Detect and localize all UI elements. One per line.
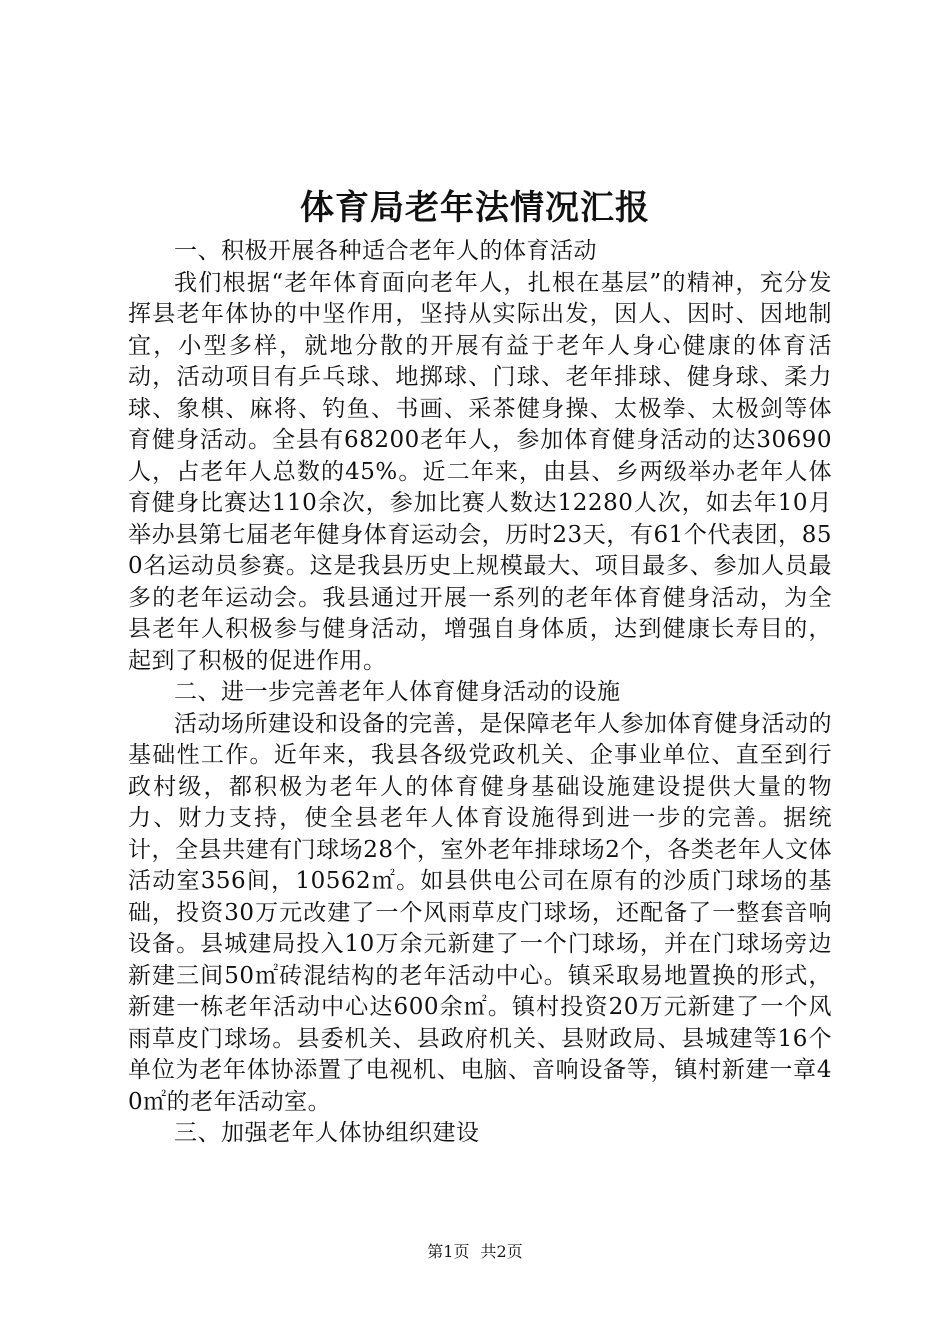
section-heading-2: 二、进一步完善老年人体育健身活动的设施 xyxy=(174,679,621,705)
section-heading-1: 一、积极开展各种适合老年人的体育活动 xyxy=(174,238,597,264)
document-title: 体育局老年法情况汇报 xyxy=(300,188,650,228)
page-footer xyxy=(0,1242,950,1262)
page-number-current: 第1页 xyxy=(427,1242,470,1261)
page-number-total: 共2页 xyxy=(480,1242,523,1261)
section-paragraph-2: 活动场所建设和设备的完善，是保障老年人参加体育健身活动的基础性工作。近年来，我县各级党政机关、企事业单位、直至到行政村级，都积极为老年人的体育健身基础设施建设提供大量的物力、财力支持，使全县老年人体育设施得到进一步的完善。据统计，全县共建有门球场28个，室外老年排球场2个，各类老年人文体活动室356间，10562㎡。如县供电公司在原有的沙质门球场的基础，投资30万元改建了一个风雨草皮门球场，还配备了一整套音响设备。县城建局投入10万余元新建了一个门球场，并在门球场旁边新建三间50㎡砖混结构的老年活动中心。镇采取易地置换的形式，新建一栋老年活动中心达600余㎡。镇村投资20万元新建了一个风雨草皮门球场。县委机关、县政府机关、县财政局、县城建等16个单位为老年体协添置了电视机、电脑、音响设备等，镇村新建一章40㎡的老年活动室。 xyxy=(128,710,832,1115)
document-body xyxy=(128,236,832,1150)
section-heading-3: 三、加强老年人体协组织建设 xyxy=(174,1120,480,1146)
section-paragraph-1: 我们根据“老年体育面向老年人，扎根在基层”的精神，充分发挥县老年体协的中坚作用，坚持从实际出发，因人、因时、因地制宜，小型多样，就地分散的开展有益于老年人身心健康的体育活动，活动项目有乒乓球、地掷球、门球、老年排球、健身球、柔力球、象棋、麻将、钓鱼、书画、采茶健身操、太极拳、太极剑等体育健身活动。全县有68200老年人，参加体育健身活动的达30690人，占老年人总数的45%。近二年来，由县、乡两级举办老年人体育健身比赛达110余次，参加比赛人数达12280人次，如去年10月举办县第七届老年健身体育运动会，历时23天，有61个代表团，850名运动员参赛。这是我县历史上规模最大、项目最多、参加人员最多的老年运动会。我县通过开展一系列的老年体育健身活动，为全县老年人积极参与健身活动，增强自身体质，达到健康长寿目的，起到了积极的促进作用。 xyxy=(128,269,832,674)
